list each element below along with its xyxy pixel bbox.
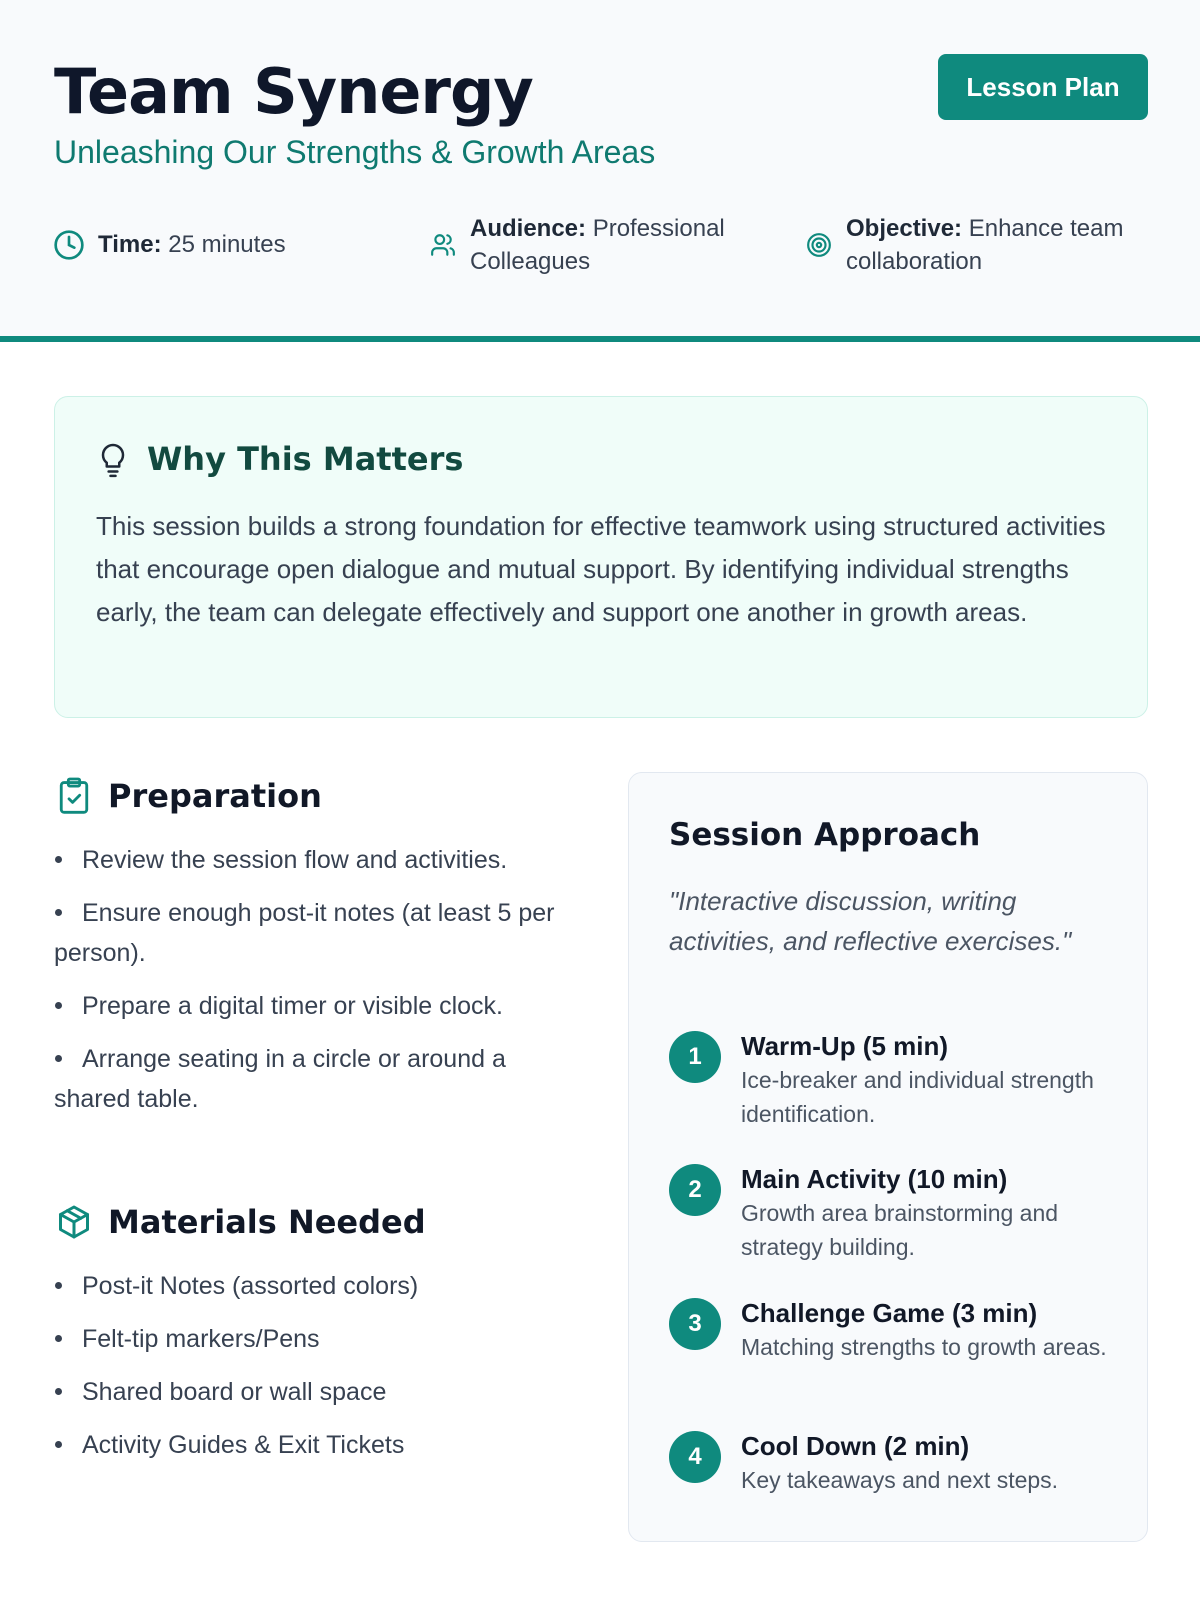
target-icon — [804, 228, 834, 262]
meta-audience-label: Audience: — [470, 215, 587, 242]
step-number: 2 — [669, 1164, 721, 1216]
step-desc: Ice-breaker and individual strength identification. — [741, 1067, 1094, 1127]
step-number: 4 — [669, 1431, 721, 1483]
approach-quote: "Interactive discussion, writing activities, and reflective exercises." — [669, 886, 1072, 956]
approach-step — [669, 1429, 1109, 1497]
list-item: Felt-tip markers/Pens — [54, 1319, 584, 1359]
page-header — [0, 0, 1200, 342]
step-title: Challenge Game (3 min) — [741, 1298, 1038, 1328]
step-title: Cool Down (2 min) — [741, 1431, 970, 1461]
list-item: Review the session flow and activities. — [54, 840, 584, 880]
preparation-title: Preparation — [108, 777, 322, 815]
meta-time — [52, 212, 286, 262]
meta-time-value: 25 minutes — [168, 231, 286, 258]
box-icon — [54, 1202, 94, 1242]
step-desc: Growth area brainstorming and strategy building. — [741, 1200, 1059, 1260]
clipboard-check-icon — [54, 776, 94, 816]
why-body: This session builds a strong foundation for effective teamwork using structured activities that encourage open dialogue and mutual support. By identifying individual strengths early, the team can delegate effectively and support one another in growth areas. — [96, 511, 1106, 627]
step-title: Warm-Up (5 min) — [741, 1031, 949, 1061]
page-title: Team Synergy — [54, 55, 533, 128]
clock-icon — [52, 228, 86, 262]
list-item: Ensure enough post-it notes (at least 5 per person). — [54, 899, 555, 967]
why-this-matters-card — [54, 396, 1148, 718]
meta-objective-label: Objective: — [846, 215, 963, 242]
step-number: 3 — [669, 1298, 721, 1350]
approach-title: Session Approach — [669, 817, 981, 853]
approach-step — [669, 1029, 1109, 1131]
materials-title: Materials Needed — [108, 1203, 426, 1241]
meta-audience-value: Professional Colleagues — [470, 215, 725, 275]
list-item: Arrange seating in a circle or around a shared table. — [54, 1045, 506, 1113]
page-subtitle: Unleashing Our Strengths & Growth Areas — [54, 134, 656, 170]
step-desc: Key takeaways and next steps. — [741, 1467, 1059, 1493]
approach-step — [669, 1296, 1109, 1364]
meta-objective-value: Enhance team collaboration — [846, 215, 1124, 275]
users-icon — [428, 228, 458, 262]
materials-heading — [54, 1202, 426, 1242]
list-item: Shared board or wall space — [54, 1372, 584, 1412]
list-item: Post-it Notes (assorted colors) — [54, 1266, 584, 1306]
list-item: Prepare a digital timer or visible clock. — [54, 986, 584, 1026]
why-title: Why This Matters — [147, 440, 464, 478]
step-number: 1 — [669, 1031, 721, 1083]
list-item: Activity Guides & Exit Tickets — [54, 1425, 584, 1465]
meta-objective — [804, 212, 1144, 278]
preparation-list — [54, 840, 584, 1132]
step-desc: Matching strengths to growth areas. — [741, 1334, 1107, 1360]
preparation-heading — [54, 776, 322, 816]
step-title: Main Activity (10 min) — [741, 1164, 1008, 1194]
lightbulb-icon — [95, 439, 131, 479]
session-approach-card — [628, 772, 1148, 1542]
lesson-plan-badge: Lesson Plan — [938, 54, 1148, 120]
approach-step — [669, 1162, 1109, 1264]
materials-list — [54, 1266, 584, 1478]
meta-audience — [428, 212, 758, 278]
meta-time-label: Time: — [98, 231, 162, 258]
